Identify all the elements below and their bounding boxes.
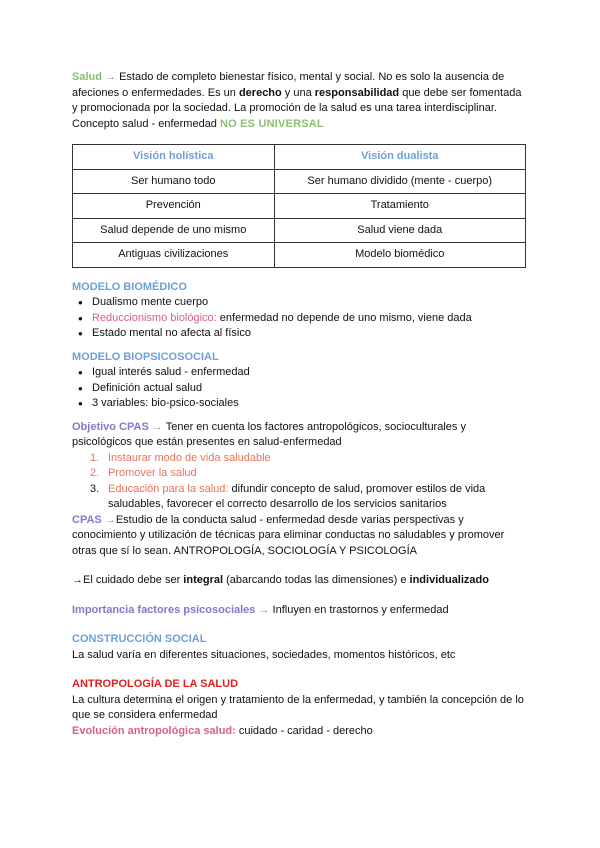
arrow-icon: → xyxy=(105,71,117,83)
biopsicosocial-heading: MODELO BIOPSICOSOCIAL xyxy=(72,350,219,363)
intro-paragraph: Salud → Estado de completo bienestar físico, mental y social. No es solo la ausencia de afeciones o enfermedades. Es un derecho y una responsabilidad que debe ser fomentada y promocionada por la sociedad. La promoción de la salud es una tarea interdisciplinar. xyxy=(72,71,522,114)
arrow-icon: → xyxy=(104,513,116,526)
list-item: ● Definición actual salud xyxy=(72,381,526,397)
table-header-row xyxy=(73,145,526,170)
list-item: ● 3 variables: bio-psico-sociales xyxy=(72,396,526,412)
vision-table xyxy=(72,144,526,268)
construccion-text: La salud varía en diferentes situaciones, sociedades, momentos históricos, etc xyxy=(72,648,456,661)
cpas-paragraph: CPAS →Estudio de la conducta salud - enfermedad desde varias perspectivas y conocimiento y utilización de técnicas para eliminar conductas no saludables y promover otras que sí lo sean. ANTROPOLOGÍA, SOCIOLOGÍA Y PSICOLOGÍA xyxy=(72,513,505,557)
evolucion-line: Evolución antropológica salud: cuidado - caridad - derecho xyxy=(72,724,373,737)
document-page xyxy=(72,70,526,739)
table-row xyxy=(73,218,526,243)
evolucion-term: Evolución antropológica salud: xyxy=(72,724,236,737)
biopsicosocial-list xyxy=(72,365,526,412)
no-es-universal: NO ES UNIVERSAL xyxy=(219,117,324,130)
individualizado-term: individualizado xyxy=(409,574,489,586)
objetivo-paragraph: Objetivo CPAS → Tener en cuenta los factores antropológicos, socioculturales y psicológicos que están presentes en salud-enfermedad xyxy=(72,420,466,448)
reduccionismo-term: Reduccionismo biológico: xyxy=(92,311,217,324)
responsabilidad-term: responsabilidad xyxy=(314,86,400,99)
table-row xyxy=(73,169,526,194)
importancia-term: Importancia factores psicosociales xyxy=(72,603,256,616)
list-item: 1. Instaurar modo de vida saludable xyxy=(90,451,271,464)
antropologia-text: La cultura determina el origen y tratamiento de la enfermedad, y también la concepción de lo que se considera enfermedad xyxy=(72,693,524,721)
table-cell: Salud depende de uno mismo xyxy=(73,218,275,243)
list-item: 2. Promover la salud xyxy=(90,467,197,479)
table-row xyxy=(73,194,526,219)
table-cell: Antiguas civilizaciones xyxy=(73,243,275,268)
antropologia-heading: ANTROPOLOGÍA DE LA SALUD xyxy=(72,678,239,690)
list-item: 3. Educación para la salud: difundir concepto de salud, promover estilos de vida saludables, favorecer el correcto desarrollo de los servicios sanitarios xyxy=(90,482,486,510)
table-cell: Ser humano todo xyxy=(73,169,275,194)
derecho-term: derecho xyxy=(238,86,282,99)
table-cell: Salud viene dada xyxy=(274,218,526,243)
table-cell: Tratamiento xyxy=(274,194,526,219)
table-cell: Ser humano dividido (mente - cuerpo) xyxy=(274,169,526,194)
table-header: Visión dualista xyxy=(274,145,526,170)
salud-term: Salud xyxy=(72,71,102,83)
arrow-icon: → xyxy=(72,574,83,586)
integral-term: integral xyxy=(183,574,224,586)
construccion-heading: CONSTRUCCIÓN SOCIAL xyxy=(72,633,207,645)
list-item: ● Estado mental no afecta al físico xyxy=(72,326,526,342)
educacion-term: Educación para la salud: xyxy=(108,482,229,495)
cpas-term: CPAS xyxy=(72,513,102,526)
table-cell: Modelo biomédico xyxy=(274,243,526,268)
arrow-icon: → xyxy=(151,420,163,433)
list-item: ● Dualismo mente cuerpo xyxy=(72,295,526,311)
biomedico-heading: MODELO BIOMÉDICO xyxy=(72,280,187,293)
table-header: Visión holística xyxy=(73,145,275,170)
concepto-line: Concepto salud - enfermedad NO ES UNIVERSAL xyxy=(72,117,324,130)
list-item: ● Reduccionismo biológico: enfermedad no depende de uno mismo, viene dada xyxy=(72,311,526,327)
arrow-icon: → xyxy=(258,603,270,616)
cuidado-paragraph: →El cuidado debe ser integral (abarcando todas las dimensiones) e individualizado xyxy=(72,574,489,586)
list-item: ● Igual interés salud - enfermedad xyxy=(72,365,526,381)
table-cell: Prevención xyxy=(73,194,275,219)
table-row xyxy=(73,243,526,268)
biomedico-list xyxy=(72,295,526,342)
objetivo-term: Objetivo CPAS xyxy=(72,420,149,433)
objetivo-list xyxy=(72,451,526,513)
importancia-paragraph: Importancia factores psicosociales → Influyen en trastornos y enfermedad xyxy=(72,603,449,616)
